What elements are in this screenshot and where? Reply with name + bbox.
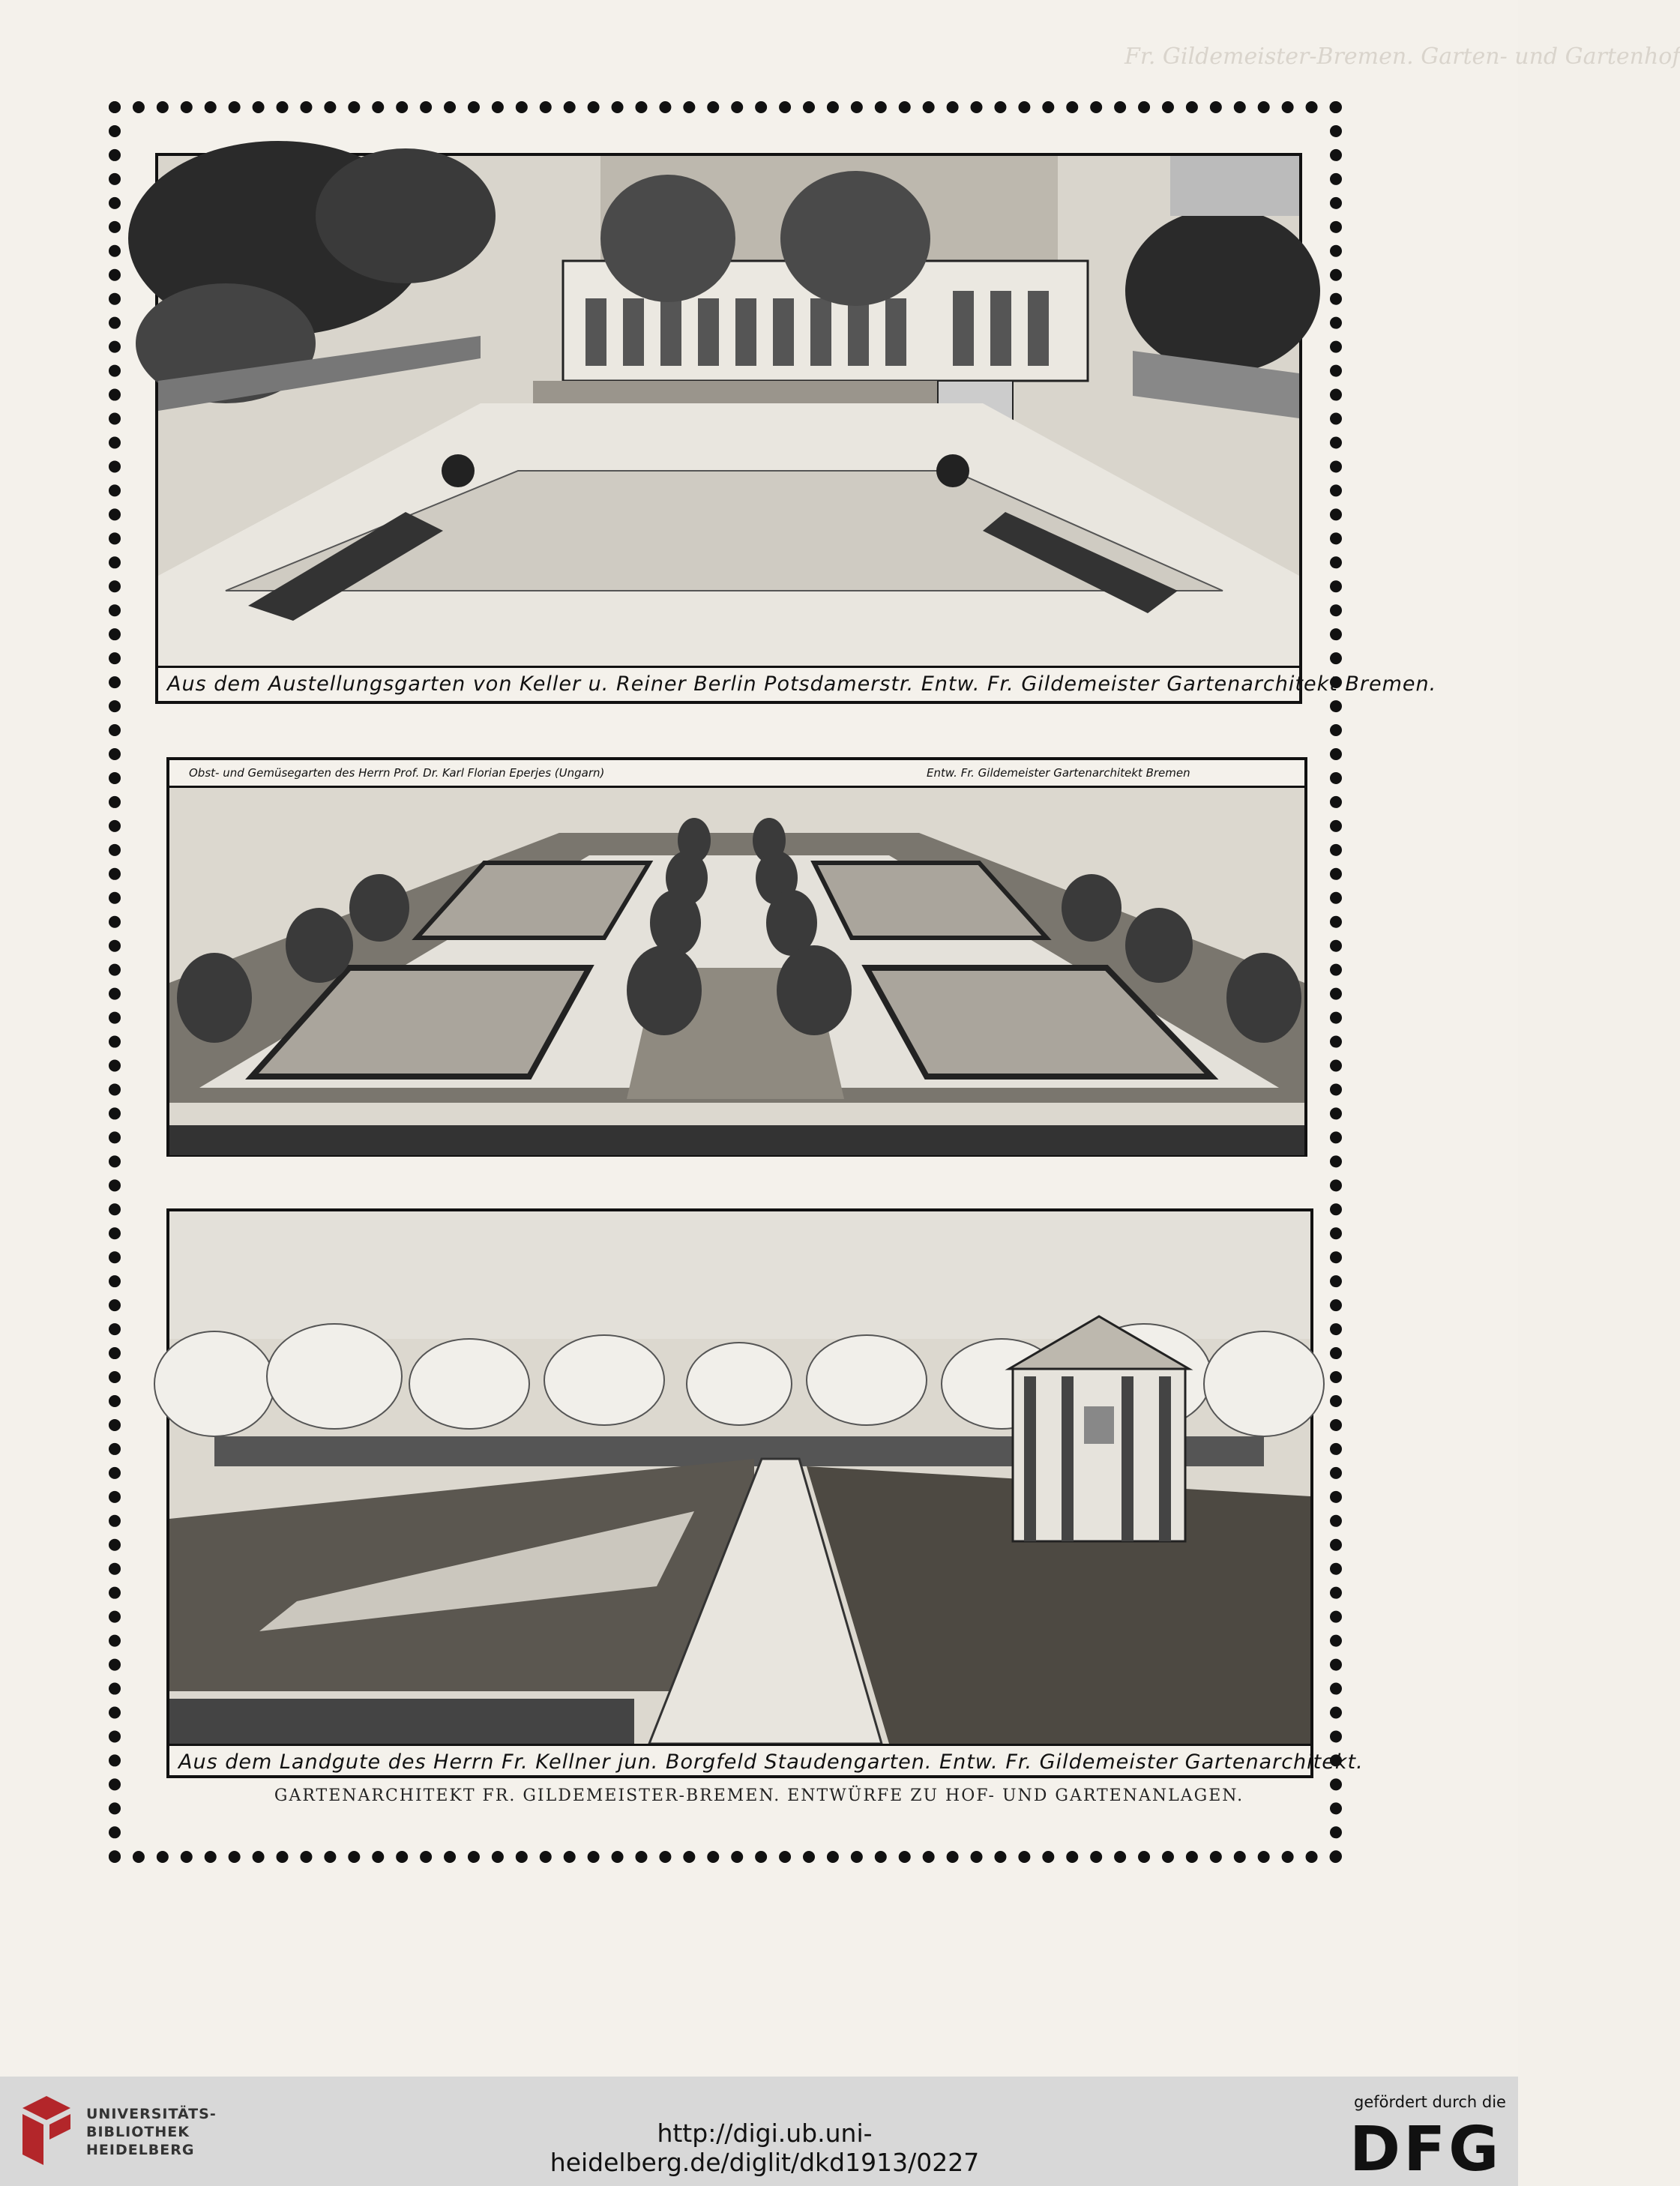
library-name[interactable] (86, 2105, 217, 2159)
plate-perennial-garden (166, 1208, 1364, 1778)
library-name-line-1: UNIVERSITÄTS- (86, 2106, 217, 2122)
plate-courtyard-garden (155, 153, 1437, 704)
plate-3-caption: Aus dem Landgute des Herrn Fr. Kellner jun. Borgfeld Staudengarten. Entw. Fr. Gildemeister Gartenarchitekt. (169, 1744, 1310, 1775)
library-name-line-2: BIBLIOTHEK (86, 2124, 190, 2140)
plate-1-caption: Aus dem Austellungsgarten von Keller u. Reiner Berlin Potsdamerstr. Entw. Fr. Gildemeister Gartenarchitekt Bremen. (158, 666, 1299, 701)
permalink-url[interactable]: http://digi.ub.uni-heidelberg.de/diglit/dkd1913/0227 (550, 2119, 980, 2177)
library-logo-icon[interactable] (16, 2093, 76, 2168)
courtyard-illustration (158, 156, 1299, 666)
perennial-garden-illustration (169, 1211, 1310, 1744)
dfg-logo-icon[interactable]: DFG (1349, 2114, 1502, 2185)
plate-2-caption-right: Entw. Fr. Gildemeister Gartenarchitekt Bremen (927, 766, 1190, 780)
funded-by-label: gefördert durch die (1354, 2093, 1506, 2111)
plate-2-caption-band (169, 760, 1304, 788)
orchard-illustration (169, 788, 1304, 1155)
library-name-line-3: HEIDELBERG (86, 2142, 195, 2158)
plate-2-caption-left: Obst- und Gemüsegarten des Herrn Prof. Dr. Karl Florian Eperjes (Ungarn) (189, 766, 605, 780)
plate-orchard-garden (166, 757, 1307, 1157)
main-caption: GARTENARCHITEKT FR. GILDEMEISTER-BREMEN. ENTWÜRFE ZU HOF- UND GARTENANLAGEN. (274, 1786, 1244, 1805)
running-head: Fr. Gildemeister-Bremen. Garten- und Gartenhof (1124, 43, 1680, 70)
footer-bar (0, 2077, 1518, 2186)
